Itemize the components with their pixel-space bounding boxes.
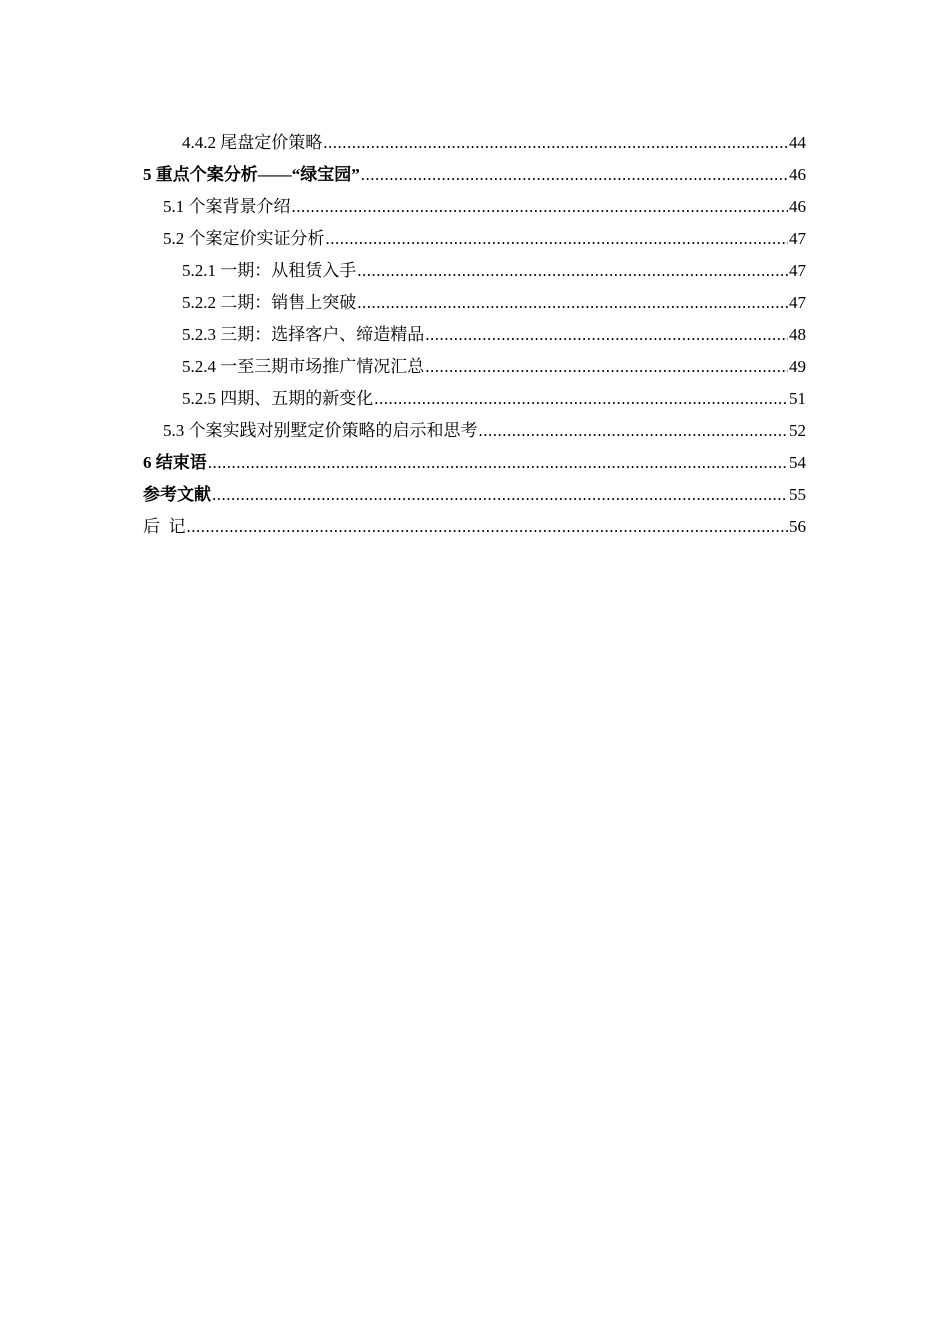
toc-entry-label: 5.3 个案实践对别墅定价策略的启示和思考 <box>163 421 478 440</box>
toc-dot-leader <box>357 255 788 287</box>
toc-entry[interactable] <box>143 415 806 447</box>
toc-page-number: 47 <box>789 229 806 248</box>
toc-entry[interactable] <box>143 351 806 383</box>
toc-dot-leader <box>479 415 789 447</box>
toc-page-number: 48 <box>789 325 806 344</box>
toc-entry[interactable] <box>143 159 806 191</box>
toc-dot-leader <box>323 127 788 159</box>
toc-page-number: 56 <box>789 517 806 536</box>
toc-dot-leader <box>326 223 789 255</box>
toc-entry[interactable] <box>143 191 806 223</box>
toc-entry[interactable] <box>143 319 806 351</box>
toc-dot-leader <box>357 287 788 319</box>
toc-dot-leader <box>361 159 788 191</box>
toc-entry-label: 后 记 <box>143 517 186 536</box>
toc-entry-label: 参考文献 <box>143 485 211 504</box>
toc-page-number: 54 <box>789 453 806 472</box>
toc-entry-label: 5.2.4 一至三期市场推广情况汇总 <box>182 357 425 376</box>
toc-entry[interactable] <box>143 223 806 255</box>
toc-entry-label: 5.2.2 二期：销售上突破 <box>182 293 357 312</box>
toc-page-number: 51 <box>789 389 806 408</box>
toc-page-number: 46 <box>789 165 806 184</box>
toc-dot-leader <box>212 479 788 511</box>
toc-entry-label: 4.4.2 尾盘定价策略 <box>182 133 323 152</box>
toc-page-number: 47 <box>789 261 806 280</box>
table-of-contents <box>143 127 806 543</box>
toc-dot-leader <box>425 319 788 351</box>
toc-entry-label: 5 重点个案分析——“绿宝园” <box>143 165 360 184</box>
toc-dot-leader <box>187 511 789 543</box>
toc-entry[interactable] <box>143 447 806 479</box>
toc-page-number: 55 <box>789 485 806 504</box>
toc-entry[interactable] <box>143 383 806 415</box>
toc-entry[interactable] <box>143 287 806 319</box>
toc-dot-leader <box>374 383 788 415</box>
toc-dot-leader <box>292 191 789 223</box>
toc-page-number: 44 <box>789 133 806 152</box>
toc-entry[interactable] <box>143 127 806 159</box>
toc-dot-leader <box>208 447 788 479</box>
toc-entry[interactable] <box>143 479 806 511</box>
toc-entry-label: 5.2.5 四期、五期的新变化 <box>182 389 374 408</box>
toc-page-number: 46 <box>789 197 806 216</box>
toc-page-number: 47 <box>789 293 806 312</box>
toc-entry-label: 5.2 个案定价实证分析 <box>163 229 325 248</box>
toc-entry-label: 5.2.1 一期：从租赁入手 <box>182 261 357 280</box>
toc-entry-label: 5.2.3 三期：选择客户、缔造精品 <box>182 325 425 344</box>
toc-page-number: 52 <box>789 421 806 440</box>
toc-dot-leader <box>425 351 788 383</box>
toc-entry-label: 6 结束语 <box>143 453 207 472</box>
toc-page-number: 49 <box>789 357 806 376</box>
toc-entry[interactable] <box>143 511 806 543</box>
toc-entry[interactable] <box>143 255 806 287</box>
toc-entry-label: 5.1 个案背景介绍 <box>163 197 291 216</box>
